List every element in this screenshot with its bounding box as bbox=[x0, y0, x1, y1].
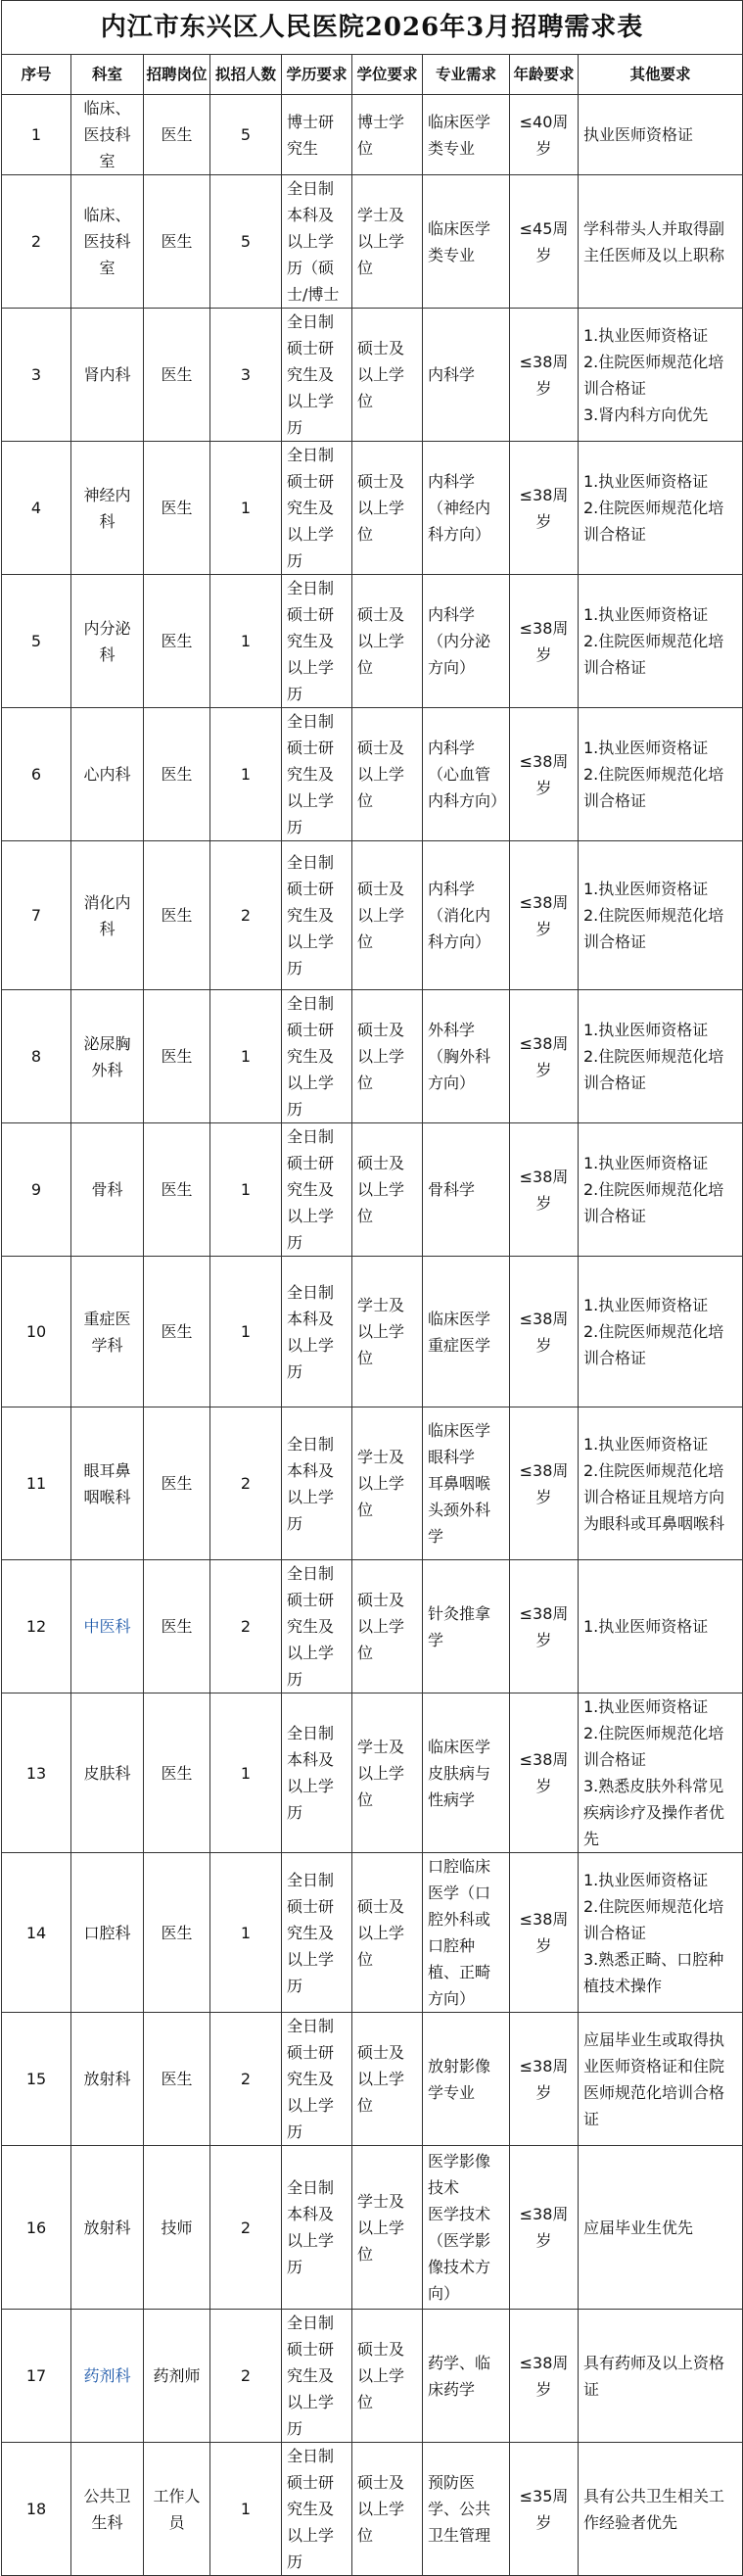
requirement-line: 2.住院医师规范化培训合格证 bbox=[583, 1724, 724, 1769]
major-cell: 内科学（神经内科方向） bbox=[423, 442, 510, 575]
table-row bbox=[2, 1693, 743, 1853]
other-requirements-cell bbox=[579, 1693, 743, 1853]
education-cell: 全日制硕士研究生及以上学历 bbox=[282, 841, 352, 990]
degree-cell: 硕士及以上学位 bbox=[352, 1123, 423, 1257]
degree-cell: 硕士及以上学位 bbox=[352, 442, 423, 575]
row-number: 3 bbox=[2, 309, 71, 442]
degree-cell: 学士及以上学位 bbox=[352, 2146, 423, 2310]
row-number: 13 bbox=[2, 1693, 71, 1853]
count-cell: 2 bbox=[210, 2146, 282, 2310]
other-requirements-cell bbox=[579, 708, 743, 841]
row-number: 4 bbox=[2, 442, 71, 575]
count-cell: 1 bbox=[210, 1123, 282, 1257]
requirement-line: 3.肾内科方向优先 bbox=[583, 405, 709, 424]
table-row bbox=[2, 309, 743, 442]
header-age: 年龄要求 bbox=[510, 55, 579, 95]
requirement-line: 1.执业医师资格证 bbox=[583, 1296, 709, 1314]
table-row bbox=[2, 2443, 743, 2576]
degree-cell: 学士及以上学位 bbox=[352, 1407, 423, 1560]
education-cell: 全日制硕士研究生及以上学历 bbox=[282, 575, 352, 708]
age-cell: ≤38周岁 bbox=[510, 309, 579, 442]
major-cell: 临床医学 眼科学 耳鼻咽喉头颈外科学 bbox=[423, 1407, 510, 1560]
degree-cell: 学士及以上学位 bbox=[352, 175, 423, 309]
department-cell bbox=[71, 1560, 144, 1693]
table-row bbox=[2, 175, 743, 309]
post-cell: 医生 bbox=[144, 1123, 210, 1257]
table-row bbox=[2, 575, 743, 708]
requirement-line: 学科带头人并取得副主任医师及以上职称 bbox=[583, 218, 725, 264]
degree-cell: 博士学位 bbox=[352, 95, 423, 175]
other-requirements-cell bbox=[579, 309, 743, 442]
requirement-line: 3.熟悉正畸、口腔种植技术操作 bbox=[583, 1949, 724, 1995]
post-cell: 医生 bbox=[144, 841, 210, 990]
row-number: 11 bbox=[2, 1407, 71, 1560]
row-number: 2 bbox=[2, 175, 71, 309]
requirement-line: 2.住院医师规范化培训合格证 bbox=[583, 632, 724, 677]
education-cell: 全日制硕士研究生及以上学历 bbox=[282, 990, 352, 1123]
requirement-line: 1.执业医师资格证 bbox=[583, 605, 709, 624]
table-row bbox=[2, 1407, 743, 1560]
other-requirements-cell bbox=[579, 1257, 743, 1407]
other-requirements-cell bbox=[579, 2013, 743, 2146]
requirement-line: 2.住院医师规范化培训合格证 bbox=[583, 906, 724, 951]
count-cell: 1 bbox=[210, 1853, 282, 2013]
row-number: 10 bbox=[2, 1257, 71, 1407]
table-row bbox=[2, 442, 743, 575]
age-cell: ≤35周岁 bbox=[510, 2443, 579, 2576]
education-cell: 博士研究生 bbox=[282, 95, 352, 175]
major-cell: 临床医学类专业 bbox=[423, 175, 510, 309]
requirement-line: 具有药师及以上资格证 bbox=[583, 2353, 725, 2399]
major-cell: 药学、临床药学 bbox=[423, 2310, 510, 2443]
header-dept: 科室 bbox=[71, 55, 144, 95]
other-requirements-cell bbox=[579, 1407, 743, 1560]
department-cell: 泌尿胸外科 bbox=[71, 990, 144, 1123]
requirement-line: 2.住院医师规范化培训合格证 bbox=[583, 499, 724, 544]
requirement-line: 具有公共卫生相关工作经验者优先 bbox=[583, 2486, 725, 2532]
degree-cell: 硕士及以上学位 bbox=[352, 2013, 423, 2146]
major-cell: 临床医学类专业 bbox=[423, 95, 510, 175]
requirement-line: 1.执业医师资格证 bbox=[583, 325, 709, 345]
other-requirements-cell bbox=[579, 95, 743, 175]
table-row bbox=[2, 1123, 743, 1257]
row-number: 8 bbox=[2, 990, 71, 1123]
count-cell: 5 bbox=[210, 95, 282, 175]
age-cell: ≤38周岁 bbox=[510, 1257, 579, 1407]
requirement-line: 2.住院医师规范化培训合格证 bbox=[583, 1047, 724, 1092]
table-title: 内江市东兴区人民医院2026年3月招聘需求表 bbox=[2, 1, 743, 55]
education-cell: 全日制硕士研究生及以上学历 bbox=[282, 1123, 352, 1257]
header-no: 序号 bbox=[2, 55, 71, 95]
department-cell: 放射科 bbox=[71, 2146, 144, 2310]
education-cell: 全日制本科及以上学历 bbox=[282, 1257, 352, 1407]
department-link[interactable]: 药剂科 bbox=[83, 2366, 131, 2385]
degree-cell: 硕士及以上学位 bbox=[352, 990, 423, 1123]
requirement-line: 1.执业医师资格证 bbox=[583, 1154, 709, 1172]
age-cell: ≤38周岁 bbox=[510, 841, 579, 990]
major-cell: 口腔临床医学（口腔外科或口腔种植、正畸方向） bbox=[423, 1853, 510, 2013]
major-cell: 预防医学、公共卫生管理 bbox=[423, 2443, 510, 2576]
age-cell: ≤38周岁 bbox=[510, 2013, 579, 2146]
other-requirements-cell bbox=[579, 575, 743, 708]
count-cell: 2 bbox=[210, 1407, 282, 1560]
department-cell bbox=[71, 2310, 144, 2443]
department-cell: 心内科 bbox=[71, 708, 144, 841]
row-number: 12 bbox=[2, 1560, 71, 1693]
row-number: 16 bbox=[2, 2146, 71, 2310]
education-cell: 全日制硕士研究生及以上学历 bbox=[282, 2443, 352, 2576]
requirement-line: 2.住院医师规范化培训合格证 bbox=[583, 352, 724, 398]
education-cell: 全日制硕士研究生及以上学历 bbox=[282, 2310, 352, 2443]
row-number: 6 bbox=[2, 708, 71, 841]
degree-cell: 硕士及以上学位 bbox=[352, 309, 423, 442]
age-cell: ≤45周岁 bbox=[510, 175, 579, 309]
header-major: 专业需求 bbox=[423, 55, 510, 95]
count-cell: 1 bbox=[210, 990, 282, 1123]
header-other: 其他要求 bbox=[579, 55, 743, 95]
count-cell: 5 bbox=[210, 175, 282, 309]
other-requirements-cell bbox=[579, 990, 743, 1123]
requirement-line: 1.执业医师资格证 bbox=[583, 1434, 709, 1454]
requirement-line: 2.住院医师规范化培训合格证 bbox=[583, 765, 724, 810]
department-cell: 骨科 bbox=[71, 1123, 144, 1257]
count-cell: 1 bbox=[210, 2443, 282, 2576]
post-cell: 医生 bbox=[144, 2013, 210, 2146]
header-edu: 学历要求 bbox=[282, 55, 352, 95]
education-cell: 全日制本科及以上学历 bbox=[282, 1693, 352, 1853]
degree-cell: 硕士及以上学位 bbox=[352, 2310, 423, 2443]
education-cell: 全日制硕士研究生及以上学历 bbox=[282, 309, 352, 442]
count-cell: 2 bbox=[210, 1560, 282, 1693]
requirement-line: 应届毕业生优先 bbox=[583, 2218, 694, 2237]
post-cell: 医生 bbox=[144, 442, 210, 575]
requirement-line: 1.执业医师资格证 bbox=[583, 1617, 709, 1636]
count-cell: 2 bbox=[210, 2310, 282, 2443]
other-requirements-cell bbox=[579, 175, 743, 309]
major-cell: 医学影像技术 医学技术（医学影像技术方向） bbox=[423, 2146, 510, 2310]
age-cell: ≤40周岁 bbox=[510, 95, 579, 175]
post-cell: 医生 bbox=[144, 990, 210, 1123]
count-cell: 1 bbox=[210, 575, 282, 708]
post-cell: 药剂师 bbox=[144, 2310, 210, 2443]
department-cell: 重症医学科 bbox=[71, 1257, 144, 1407]
major-cell: 内科学（消化内科方向） bbox=[423, 841, 510, 990]
post-cell: 医生 bbox=[144, 309, 210, 442]
age-cell: ≤38周岁 bbox=[510, 708, 579, 841]
post-cell: 医生 bbox=[144, 175, 210, 309]
age-cell: ≤38周岁 bbox=[510, 575, 579, 708]
requirement-line: 2.住院医师规范化培训合格证且规培方向为眼科或耳鼻咽喉科 bbox=[583, 1460, 725, 1533]
education-cell: 全日制硕士研究生及以上学历 bbox=[282, 708, 352, 841]
age-cell: ≤38周岁 bbox=[510, 2146, 579, 2310]
age-cell: ≤38周岁 bbox=[510, 2310, 579, 2443]
requirement-line: 2.住院医师规范化培训合格证 bbox=[583, 1896, 724, 1942]
age-cell: ≤38周岁 bbox=[510, 1560, 579, 1693]
education-cell: 全日制本科及以上学历 bbox=[282, 2146, 352, 2310]
requirement-line: 1.执业医师资格证 bbox=[583, 739, 709, 757]
row-number: 9 bbox=[2, 1123, 71, 1257]
other-requirements-cell bbox=[579, 1123, 743, 1257]
requirement-line: 1.执业医师资格证 bbox=[583, 1870, 709, 1889]
degree-cell: 学士及以上学位 bbox=[352, 1693, 423, 1853]
major-cell: 外科学（胸外科方向） bbox=[423, 990, 510, 1123]
department-cell: 临床、医技科室 bbox=[71, 175, 144, 309]
degree-cell: 硕士及以上学位 bbox=[352, 1560, 423, 1693]
count-cell: 1 bbox=[210, 442, 282, 575]
count-cell: 3 bbox=[210, 309, 282, 442]
count-cell: 1 bbox=[210, 1257, 282, 1407]
table-row bbox=[2, 1853, 743, 2013]
department-cell: 内分泌科 bbox=[71, 575, 144, 708]
requirement-line: 应届毕业生或取得执业医师资格证和住院医师规范化培训合格证 bbox=[583, 2029, 725, 2128]
requirement-line: 3.熟悉皮肤外科常见疾病诊疗及操作者优先 bbox=[583, 1777, 725, 1848]
other-requirements-cell bbox=[579, 841, 743, 990]
count-cell: 1 bbox=[210, 1693, 282, 1853]
age-cell: ≤38周岁 bbox=[510, 442, 579, 575]
major-cell: 内科学（内分泌方向） bbox=[423, 575, 510, 708]
requirement-line: 执业医师资格证 bbox=[583, 125, 694, 144]
title-row bbox=[2, 1, 743, 55]
department-cell: 神经内科 bbox=[71, 442, 144, 575]
table-row bbox=[2, 2013, 743, 2146]
post-cell: 医生 bbox=[144, 1853, 210, 2013]
degree-cell: 学士及以上学位 bbox=[352, 1257, 423, 1407]
table-row bbox=[2, 841, 743, 990]
row-number: 15 bbox=[2, 2013, 71, 2146]
major-cell: 临床医学 重症医学 bbox=[423, 1257, 510, 1407]
table-row bbox=[2, 1257, 743, 1407]
degree-cell: 硕士及以上学位 bbox=[352, 841, 423, 990]
table-row bbox=[2, 2146, 743, 2310]
other-requirements-cell bbox=[579, 442, 743, 575]
table-row bbox=[2, 1560, 743, 1693]
header-row bbox=[2, 55, 743, 95]
post-cell: 医生 bbox=[144, 1693, 210, 1853]
degree-cell: 硕士及以上学位 bbox=[352, 2443, 423, 2576]
header-post: 招聘岗位 bbox=[144, 55, 210, 95]
recruitment-table bbox=[1, 0, 743, 2576]
department-link[interactable]: 中医科 bbox=[83, 1617, 131, 1636]
major-cell: 骨科学 bbox=[423, 1123, 510, 1257]
header-degree: 学位要求 bbox=[352, 55, 423, 95]
post-cell: 技师 bbox=[144, 2146, 210, 2310]
major-cell: 临床医学 皮肤病与性病学 bbox=[423, 1693, 510, 1853]
other-requirements-cell bbox=[579, 2146, 743, 2310]
requirement-line: 2.住院医师规范化培训合格证 bbox=[583, 1180, 724, 1225]
count-cell: 2 bbox=[210, 2013, 282, 2146]
requirement-line: 1.执业医师资格证 bbox=[583, 1021, 709, 1039]
row-number: 18 bbox=[2, 2443, 71, 2576]
degree-cell: 硕士及以上学位 bbox=[352, 708, 423, 841]
degree-cell: 硕士及以上学位 bbox=[352, 575, 423, 708]
count-cell: 1 bbox=[210, 708, 282, 841]
header-count: 拟招人数 bbox=[210, 55, 282, 95]
age-cell: ≤38周岁 bbox=[510, 1123, 579, 1257]
major-cell: 针灸推拿学 bbox=[423, 1560, 510, 1693]
table-row bbox=[2, 2310, 743, 2443]
department-cell: 肾内科 bbox=[71, 309, 144, 442]
other-requirements-cell bbox=[579, 1853, 743, 2013]
count-cell: 2 bbox=[210, 841, 282, 990]
requirement-line: 1.执业医师资格证 bbox=[583, 880, 709, 898]
major-cell: 内科学 bbox=[423, 309, 510, 442]
row-number: 7 bbox=[2, 841, 71, 990]
education-cell: 全日制硕士研究生及以上学历 bbox=[282, 442, 352, 575]
department-cell: 皮肤科 bbox=[71, 1693, 144, 1853]
table-row bbox=[2, 708, 743, 841]
requirement-line: 1.执业医师资格证 bbox=[583, 472, 709, 491]
department-cell: 口腔科 bbox=[71, 1853, 144, 2013]
department-cell: 临床、医技科室 bbox=[71, 95, 144, 175]
post-cell: 医生 bbox=[144, 95, 210, 175]
other-requirements-cell bbox=[579, 2443, 743, 2576]
requirement-line: 1.执业医师资格证 bbox=[583, 1697, 709, 1716]
row-number: 5 bbox=[2, 575, 71, 708]
education-cell: 全日制硕士研究生及以上学历 bbox=[282, 1560, 352, 1693]
table-row bbox=[2, 95, 743, 175]
post-cell: 工作人员 bbox=[144, 2443, 210, 2576]
post-cell: 医生 bbox=[144, 575, 210, 708]
row-number: 17 bbox=[2, 2310, 71, 2443]
age-cell: ≤38周岁 bbox=[510, 990, 579, 1123]
post-cell: 医生 bbox=[144, 1257, 210, 1407]
other-requirements-cell bbox=[579, 2310, 743, 2443]
row-number: 14 bbox=[2, 1853, 71, 2013]
row-number: 1 bbox=[2, 95, 71, 175]
department-cell: 放射科 bbox=[71, 2013, 144, 2146]
post-cell: 医生 bbox=[144, 1407, 210, 1560]
education-cell: 全日制硕士研究生及以上学历 bbox=[282, 2013, 352, 2146]
department-cell: 消化内科 bbox=[71, 841, 144, 990]
department-cell: 眼耳鼻咽喉科 bbox=[71, 1407, 144, 1560]
requirement-line: 2.住院医师规范化培训合格证 bbox=[583, 1322, 724, 1367]
table-body bbox=[2, 95, 743, 2576]
age-cell: ≤38周岁 bbox=[510, 1693, 579, 1853]
education-cell: 全日制本科及以上学历 bbox=[282, 1407, 352, 1560]
age-cell: ≤38周岁 bbox=[510, 1853, 579, 2013]
post-cell: 医生 bbox=[144, 708, 210, 841]
major-cell: 放射影像学专业 bbox=[423, 2013, 510, 2146]
degree-cell: 硕士及以上学位 bbox=[352, 1853, 423, 2013]
other-requirements-cell bbox=[579, 1560, 743, 1693]
education-cell: 全日制硕士研究生及以上学历 bbox=[282, 1853, 352, 2013]
major-cell: 内科学（心血管内科方向） bbox=[423, 708, 510, 841]
post-cell: 医生 bbox=[144, 1560, 210, 1693]
age-cell: ≤38周岁 bbox=[510, 1407, 579, 1560]
department-cell: 公共卫生科 bbox=[71, 2443, 144, 2576]
table-row bbox=[2, 990, 743, 1123]
education-cell: 全日制本科及以上学历（硕士/博士 bbox=[282, 175, 352, 309]
